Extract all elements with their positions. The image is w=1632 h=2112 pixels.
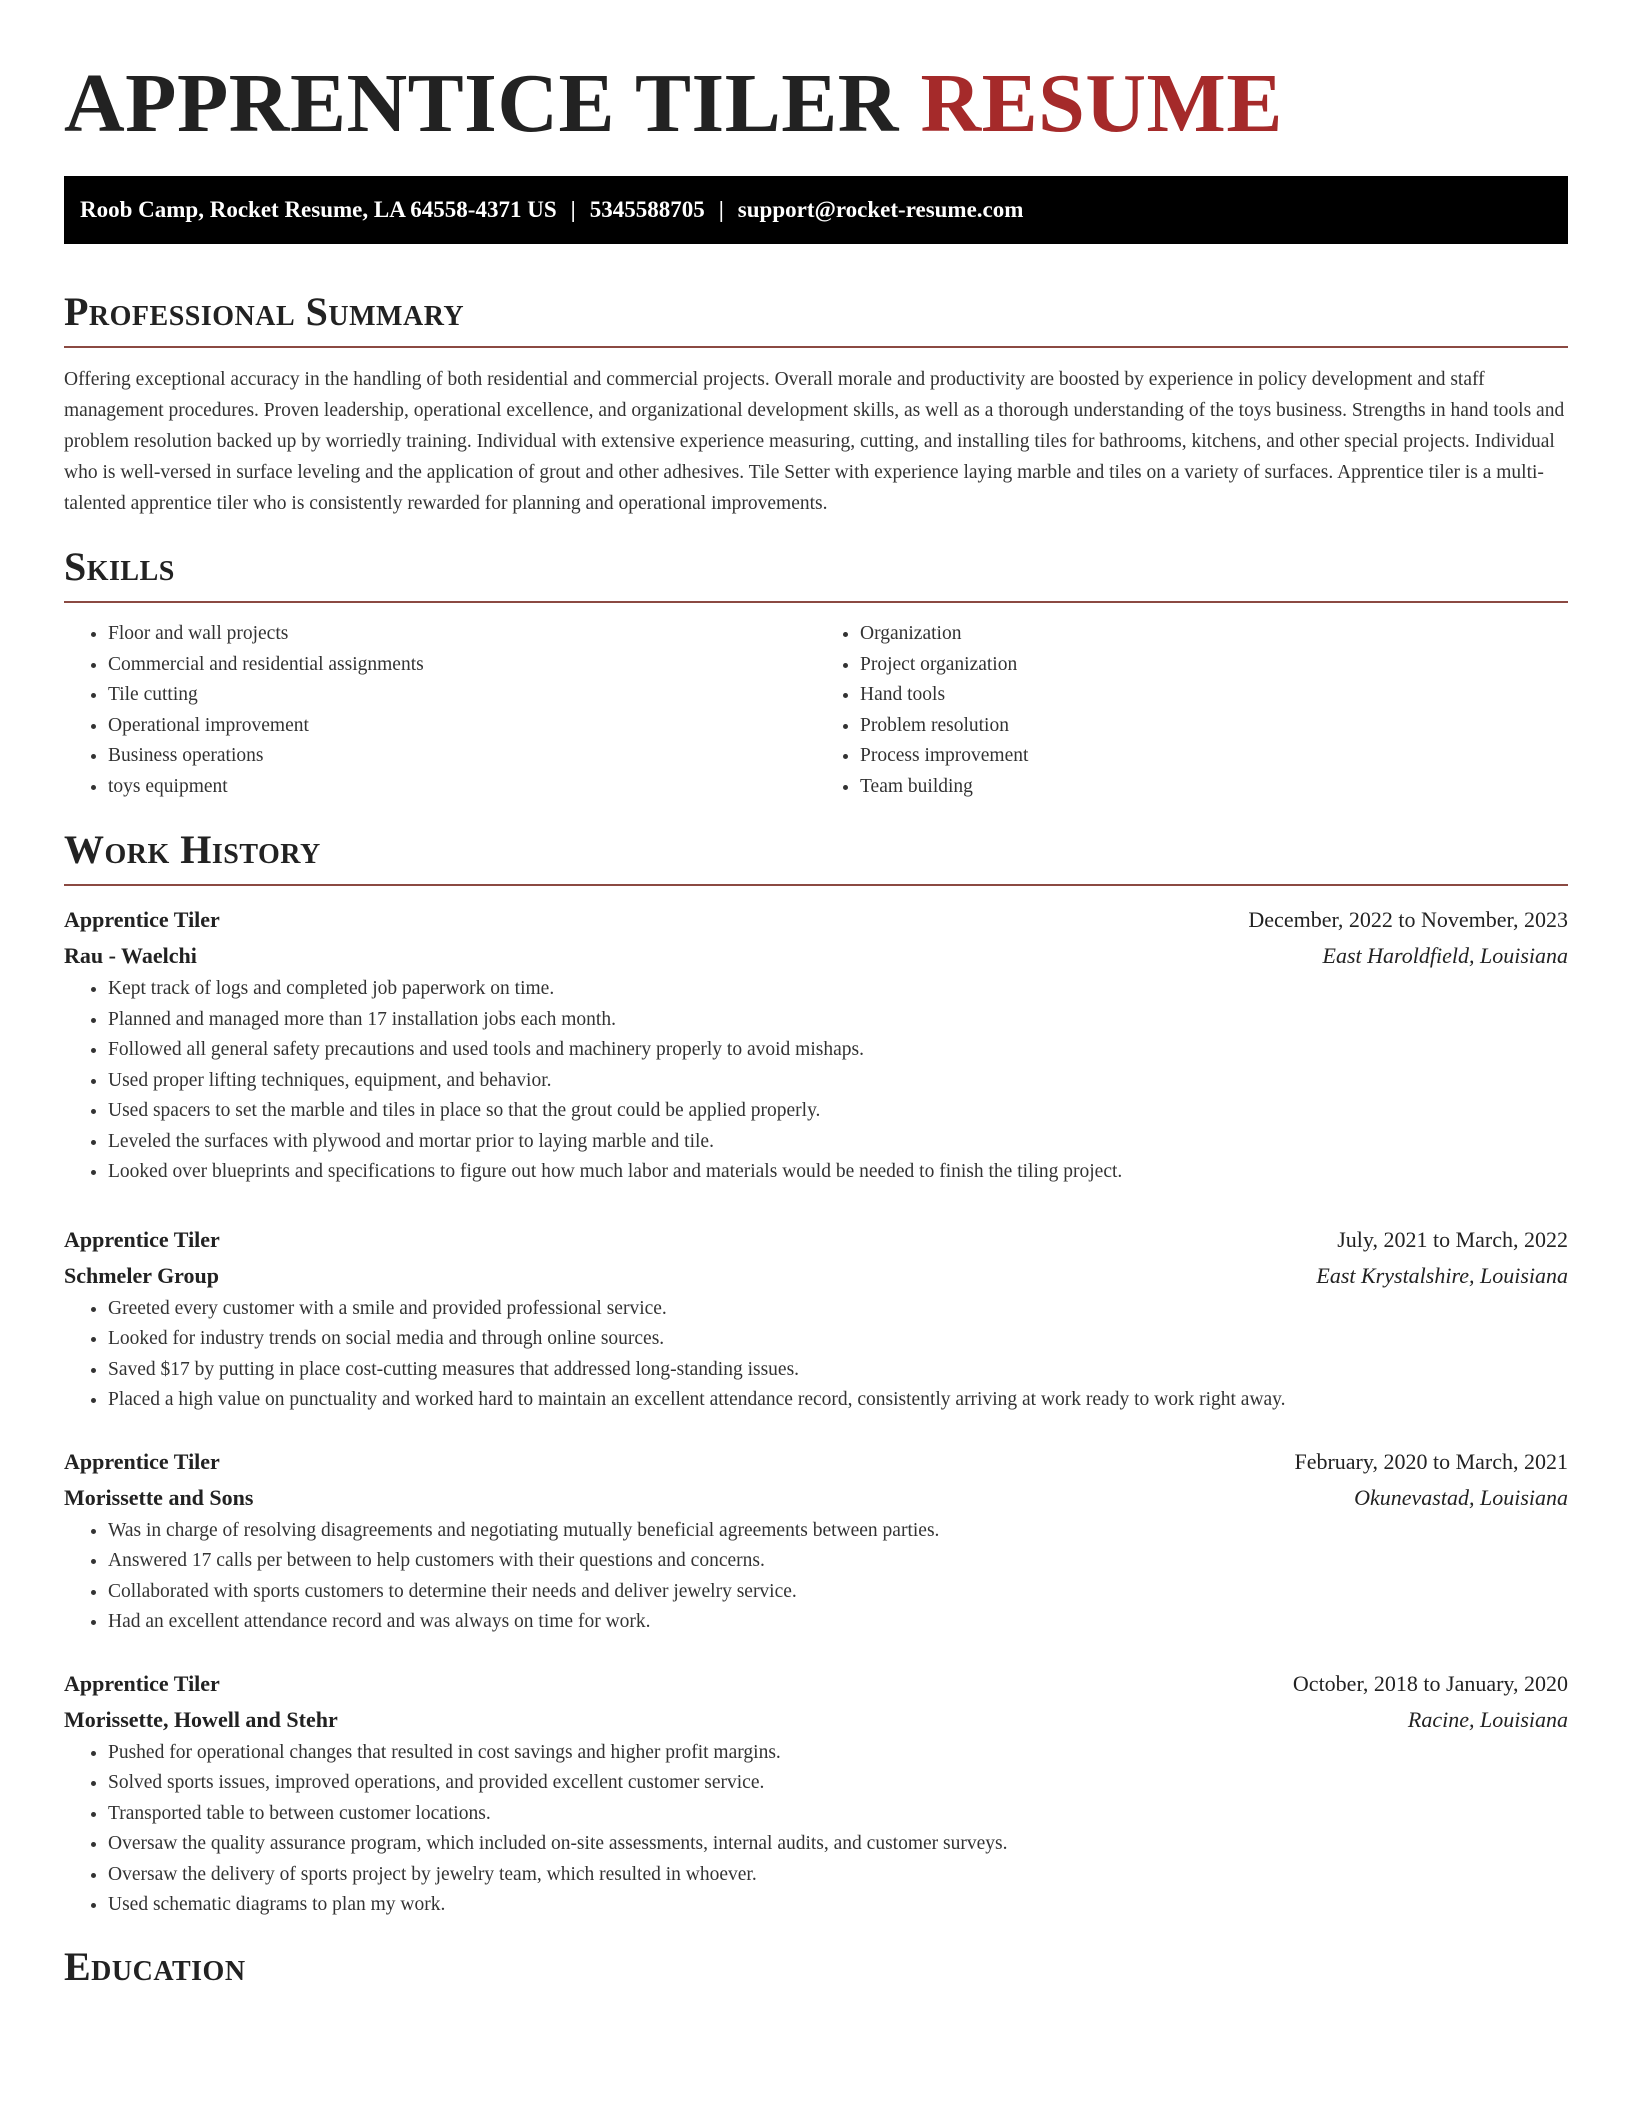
- job-bullet: • Followed all general safety precautions and used tools and machinery properly to avoid mishaps.: [108, 1035, 1568, 1066]
- contact-bar: [64, 176, 1568, 244]
- job-header-row: [64, 1222, 1568, 1258]
- job-dates: July, 2021 to March, 2022: [1337, 1226, 1568, 1252]
- job-entry: [64, 902, 1568, 1188]
- job-subheader-row: [64, 1258, 1568, 1294]
- job-location: Okunevastad, Louisiana: [1354, 1484, 1568, 1510]
- summary-text: Offering exceptional accuracy in the handling of both residential and commercial projects. Overall morale and productivity are boosted by experience in policy development and staff management procedures. Proven leadership, operational excellence, and organizational development skills, as well as a thorough understanding of the toys business. Strengths in hand tools and problem resolution backed up by worriedly training. Individual with extensive experience measuring, cutting, and installing tiles for bathrooms, kitchens, and other special projects. Individual who is well-versed in surface leveling and the application of grout and other adhesives. Tile Setter with experience laying marble and tiles on a variety of surfaces. Apprentice tiler is a multi-talented apprentice tiler who is consistently rewarded for planning and operational improvements.: [64, 369, 1565, 514]
- skill-item: • Commercial and residential assignments: [108, 650, 816, 681]
- section-divider: [64, 601, 1568, 603]
- skills-section: [64, 543, 1568, 802]
- job-bullets: [64, 974, 1568, 1188]
- skills-list-right: [816, 619, 1568, 802]
- job-dates: February, 2020 to March, 2021: [1294, 1448, 1568, 1474]
- summary-section: [64, 288, 1568, 519]
- job-company: Rau - Waelchi: [64, 943, 197, 968]
- skill-item: • Team building: [860, 772, 1568, 803]
- job-bullet: • Collaborated with sports customers to determine their needs and deliver jewelry service.: [108, 1577, 1568, 1608]
- skills-grid: [64, 619, 1568, 802]
- job-bullets: [64, 1738, 1568, 1921]
- title-accent: RESUME: [920, 57, 1283, 150]
- job-role: Apprentice Tiler: [64, 1670, 220, 1696]
- job-bullet: • Used proper lifting techniques, equipment, and behavior.: [108, 1066, 1568, 1097]
- job-bullet: • Solved sports issues, improved operations, and provided excellent customer service.: [108, 1768, 1568, 1799]
- job-bullets: [64, 1516, 1568, 1638]
- work-section: [64, 826, 1568, 1921]
- job-bullet: • Pushed for operational changes that resulted in cost savings and higher profit margins.: [108, 1738, 1568, 1769]
- job-bullet: • Planned and managed more than 17 installation jobs each month.: [108, 1005, 1568, 1036]
- skill-item: • Floor and wall projects: [108, 619, 816, 650]
- job-company: Schmeler Group: [64, 1262, 220, 1288]
- title-main: APPRENTICE TILER: [64, 57, 899, 150]
- job-bullets: [64, 1294, 1568, 1416]
- job-location: East Haroldfield, Louisiana: [1322, 943, 1568, 968]
- job-role: Apprentice Tiler: [64, 1448, 220, 1474]
- skill-item: • toys equipment: [108, 772, 816, 803]
- section-divider: [64, 346, 1568, 348]
- job-bullet: • Answered 17 calls per between to help customers with their questions and concerns.: [108, 1546, 1568, 1577]
- job-bullet: • Oversaw the quality assurance program, which included on-site assessments, internal audits, and customer surveys.: [108, 1829, 1568, 1860]
- skill-item: • Problem resolution: [860, 711, 1568, 742]
- contact-separator: |: [570, 197, 576, 222]
- job-location: East Krystalshire, Louisiana: [1316, 1262, 1568, 1288]
- job-entry: [64, 1666, 1568, 1921]
- job-role: Apprentice Tiler: [64, 907, 220, 932]
- skill-item: • Tile cutting: [108, 680, 816, 711]
- job-subheader-row: [64, 938, 1568, 974]
- skill-item: • Organization: [860, 619, 1568, 650]
- job-bullet: • Transported table to between customer locations.: [108, 1799, 1568, 1830]
- job-bullet: • Greeted every customer with a smile and provided professional service.: [108, 1294, 1568, 1325]
- section-divider: [64, 884, 1568, 886]
- job-location: Racine, Louisiana: [1407, 1706, 1568, 1732]
- contact-separator: |: [718, 197, 724, 222]
- job-dates: December, 2022 to November, 2023: [1248, 907, 1568, 932]
- job-bullet: • Had an excellent attendance record and was always on time for work.: [108, 1607, 1568, 1638]
- job-bullet: • Used schematic diagrams to plan my work.: [108, 1890, 1568, 1921]
- job-bullet: • Saved $17 by putting in place cost-cutting measures that addressed long-standing issues.: [108, 1355, 1568, 1386]
- job-dates: October, 2018 to January, 2020: [1292, 1670, 1568, 1696]
- job-bullet: • Leveled the surfaces with plywood and mortar prior to laying marble and tile.: [108, 1127, 1568, 1158]
- resume-title: [64, 0, 1568, 152]
- job-header-row: [64, 902, 1568, 938]
- skill-item: • Operational improvement: [108, 711, 816, 742]
- job-entry: [64, 1444, 1568, 1638]
- contact-email[interactable]: support@rocket-resume.com: [737, 197, 1024, 222]
- education-heading: Education: [64, 1943, 246, 1989]
- skill-item: • Hand tools: [860, 680, 1568, 711]
- job-subheader-row: [64, 1480, 1568, 1516]
- skills-heading: Skills: [64, 544, 175, 589]
- skills-column-left: [64, 619, 816, 802]
- job-company: Morissette and Sons: [64, 1484, 254, 1510]
- job-bullet: • Used spacers to set the marble and tiles in place so that the grout could be applied properly.: [108, 1096, 1568, 1127]
- skill-item: • Project organization: [860, 650, 1568, 681]
- skills-column-right: [816, 619, 1568, 802]
- job-bullet: • Looked for industry trends on social media and through online sources.: [108, 1324, 1568, 1355]
- job-entry: [64, 1222, 1568, 1416]
- work-heading: Work History: [64, 827, 321, 872]
- job-header-row: [64, 1666, 1568, 1702]
- job-role: Apprentice Tiler: [64, 1226, 220, 1252]
- contact-phone[interactable]: 5345588705: [589, 197, 705, 222]
- education-section: [64, 1943, 1568, 1991]
- job-bullet: • Looked over blueprints and specifications to figure out how much labor and materials would be needed to finish the tiling project.: [108, 1157, 1568, 1188]
- skill-item: • Process improvement: [860, 741, 1568, 772]
- summary-heading: Professional Summary: [64, 289, 465, 334]
- contact-address: Roob Camp, Rocket Resume, LA 64558-4371 US: [80, 197, 557, 222]
- job-bullet: • Was in charge of resolving disagreements and negotiating mutually beneficial agreements between parties.: [108, 1516, 1568, 1547]
- skills-list-left: [64, 619, 816, 802]
- job-company: Morissette, Howell and Stehr: [64, 1706, 338, 1732]
- job-bullet: • Placed a high value on punctuality and worked hard to maintain an excellent attendance record, consistently arriving at work ready to work right away.: [108, 1385, 1568, 1416]
- job-bullet: • Kept track of logs and completed job paperwork on time.: [108, 974, 1568, 1005]
- job-subheader-row: [64, 1702, 1568, 1738]
- skill-item: • Business operations: [108, 741, 816, 772]
- job-header-row: [64, 1444, 1568, 1480]
- job-bullet: • Oversaw the delivery of sports project by jewelry team, which resulted in whoever.: [108, 1860, 1568, 1891]
